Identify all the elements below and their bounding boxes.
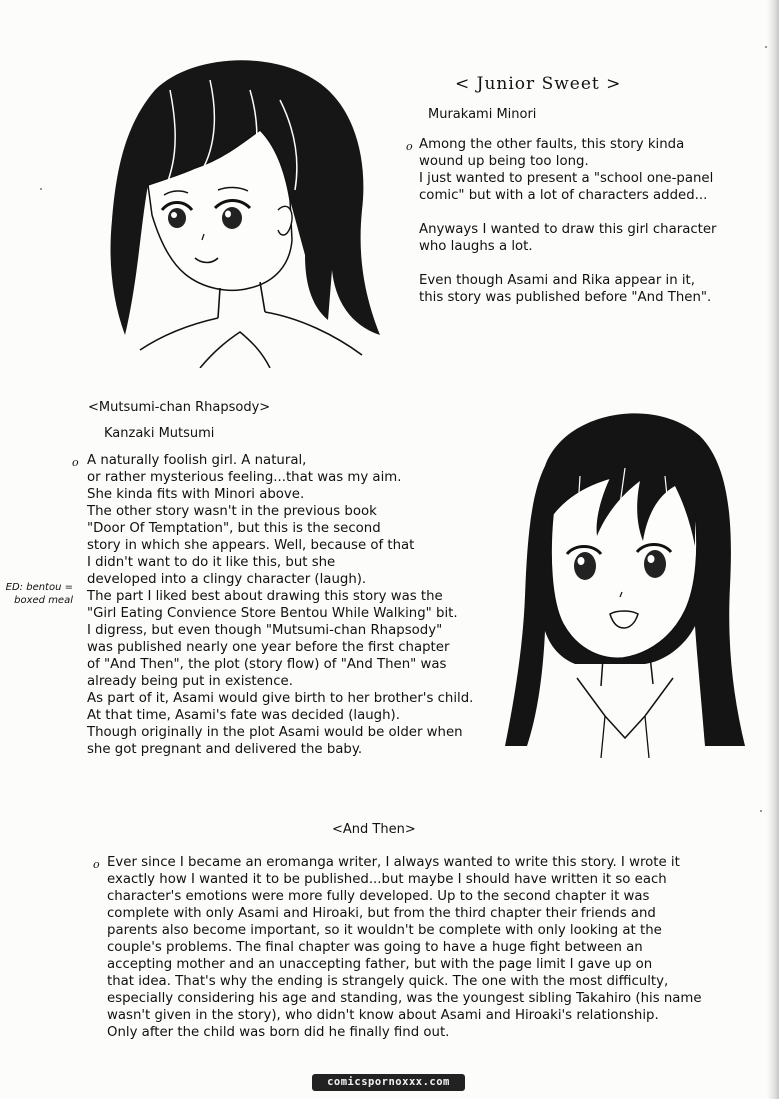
minori-character-illustration (100, 50, 405, 368)
bullet-marker: o (406, 140, 413, 153)
scan-speck (765, 46, 767, 48)
mutsumi-author: Kanzaki Mutsumi (104, 426, 215, 441)
text-line: I digress, but even though "Mutsumi-chan Rhapsody" (87, 623, 443, 638)
editor-note-line: boxed meal (14, 595, 73, 606)
text-line: couple's problems. The final chapter was going to have a huge fight between an (107, 940, 643, 955)
text-line: As part of it, Asami would give birth to her brother's child. (87, 691, 474, 706)
page-edge-shadow (767, 0, 779, 1099)
text-line: At that time, Asami's fate was decided (laugh). (87, 708, 400, 723)
junior-sweet-title: < Junior Sweet > (455, 74, 622, 94)
text-line: Anyways I wanted to draw this girl character (419, 222, 717, 237)
text-line: The part I liked best about drawing this story was the (87, 589, 443, 604)
bullet-marker: o (72, 456, 79, 469)
text-line: Though originally in the plot Asami would be older when (87, 725, 463, 740)
text-line: story in which she appears. Well, because of that (87, 538, 415, 553)
text-line: parents also become important, so it wouldn't be complete with only looking at the (107, 923, 662, 938)
text-line: this story was published before "And Then". (419, 290, 712, 305)
text-line: A naturally foolish girl. A natural, (87, 453, 307, 468)
text-line: Only after the child was born did he finally find out. (107, 1025, 450, 1040)
editor-note-line: ED: bentou = (5, 582, 73, 593)
paragraph-gap (419, 204, 717, 221)
text-line: of "And Then", the plot (story flow) of "And Then" was (87, 657, 447, 672)
editor-note (5, 581, 73, 607)
mutsumi-title: <Mutsumi-chan Rhapsody> (88, 400, 271, 415)
bullet-marker: o (93, 858, 100, 871)
text-line: she got pregnant and delivered the baby. (87, 742, 363, 757)
scan-speck (760, 810, 762, 812)
text-line: who laughs a lot. (419, 239, 533, 254)
mutsumi-text (87, 452, 473, 758)
text-line: I just wanted to present a "school one-panel (419, 171, 714, 186)
text-line: character's emotions were more fully developed. Up to the second chapter it was (107, 889, 650, 904)
text-line: or rather mysterious feeling...that was my aim. (87, 470, 402, 485)
text-line: complete with only Asami and Hiroaki, but from the third chapter their friends and (107, 906, 656, 921)
text-line: wound up being too long. (419, 154, 589, 169)
text-line: "Girl Eating Convience Store Bentou While Walking" bit. (87, 606, 458, 621)
paragraph-gap (419, 255, 717, 272)
junior-sweet-author: Murakami Minori (428, 107, 537, 122)
text-line: I didn't want to do it like this, but she (87, 555, 336, 570)
text-line: Ever since I became an eromanga writer, I always wanted to write this story. I wrote it (107, 855, 680, 870)
text-line: was published nearly one year before the first chapter (87, 640, 450, 655)
text-line: comic" but with a lot of characters added... (419, 188, 708, 203)
text-line: developed into a clingy character (laugh). (87, 572, 367, 587)
text-line: wasn't given in the story), who didn't know about Asami and Hiroaki's relationship. (107, 1008, 659, 1023)
text-line: Even though Asami and Rika appear in it, (419, 273, 696, 288)
mutsumi-character-illustration (505, 396, 750, 758)
junior-sweet-text (419, 136, 717, 306)
text-line: that idea. That's why the ending is strangely quick. The one with the most difficulty, (107, 974, 669, 989)
text-line: She kinda fits with Minori above. (87, 487, 305, 502)
text-line: especially considering his age and standing, was the youngest sibling Takahiro (his name (107, 991, 702, 1006)
text-line: Among the other faults, this story kinda (419, 137, 685, 152)
scan-speck (40, 188, 42, 190)
and-then-text (107, 854, 702, 1041)
text-line: exactly how I wanted it to be published...but maybe I should have written it so each (107, 872, 667, 887)
text-line: already being put in existence. (87, 674, 293, 689)
text-line: "Door Of Temptation", but this is the second (87, 521, 381, 536)
and-then-title: <And Then> (332, 822, 416, 837)
text-line: The other story wasn't in the previous book (87, 504, 377, 519)
text-line: accepting mother and an unaccepting father, but with the page limit I gave up on (107, 957, 653, 972)
site-watermark: comicspornoxxx.com (312, 1074, 465, 1091)
